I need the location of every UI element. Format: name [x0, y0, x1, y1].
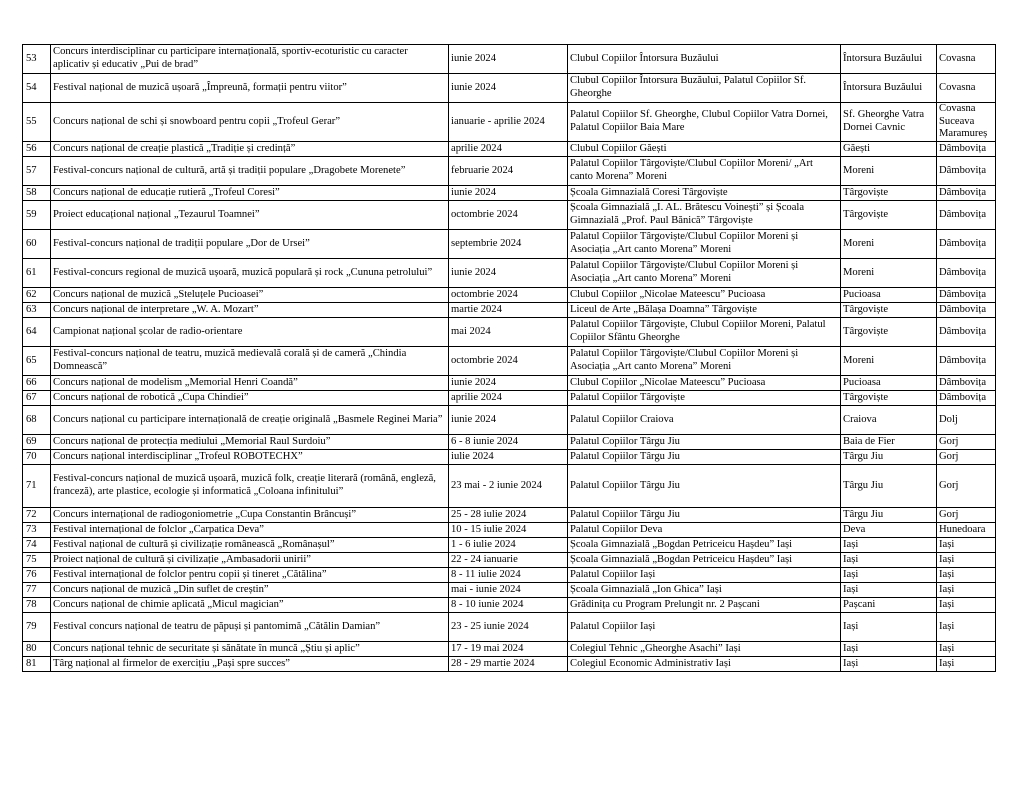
event-organizer: Clubul Copiilor Întorsura Buzăului	[568, 45, 841, 74]
event-organizer: Școala Gimnazială Coresi Târgoviște	[568, 186, 841, 201]
table-row	[23, 74, 996, 103]
row-number: 62	[23, 288, 51, 303]
event-locality: Târgu Jiu	[841, 450, 937, 465]
event-organizer: Clubul Copiilor Întorsura Buzăului, Palatul Copiilor Sf. Gheorghe	[568, 74, 841, 103]
event-name: Proiect educațional național „Tezaurul Toamnei”	[51, 201, 449, 230]
event-period: 8 - 11 iulie 2024	[449, 568, 568, 583]
table-row	[23, 613, 996, 642]
event-locality: Iași	[841, 553, 937, 568]
event-locality: Târgoviște	[841, 318, 937, 347]
table-row	[23, 508, 996, 523]
event-name: Festival național de cultură și civilizație românească „Românașul”	[51, 538, 449, 553]
row-number: 54	[23, 74, 51, 103]
event-locality: Pașcani	[841, 598, 937, 613]
event-name: Festival concurs național de teatru de păpuși și pantomimă „Cătălin Damian”	[51, 613, 449, 642]
event-locality: Baia de Fier	[841, 435, 937, 450]
event-organizer: Școala Gimnazială „Bogdan Petriceicu Hașdeu” Iași	[568, 553, 841, 568]
event-period: octombrie 2024	[449, 201, 568, 230]
table-row	[23, 450, 996, 465]
event-name: Concurs național de chimie aplicată „Micul magician”	[51, 598, 449, 613]
event-county: Covasna Suceava Maramureș	[937, 103, 996, 142]
event-organizer: Palatul Copiilor Târgu Jiu	[568, 450, 841, 465]
event-locality: Târgoviște	[841, 391, 937, 406]
event-period: 25 - 28 iulie 2024	[449, 508, 568, 523]
event-organizer: Palatul Copiilor Târgoviște, Clubul Copiilor Moreni, Palatul Copiilor Sfântu Gheorghe	[568, 318, 841, 347]
row-number: 60	[23, 230, 51, 259]
event-locality: Moreni	[841, 157, 937, 186]
event-county: Dâmbovița	[937, 347, 996, 376]
row-number: 58	[23, 186, 51, 201]
table-row	[23, 201, 996, 230]
table-row	[23, 642, 996, 657]
event-name: Concurs național de creație plastică „Tradiție și credință”	[51, 142, 449, 157]
table-row	[23, 523, 996, 538]
event-locality: Iași	[841, 583, 937, 598]
table-row	[23, 259, 996, 288]
table-row	[23, 406, 996, 435]
event-period: 23 - 25 iunie 2024	[449, 613, 568, 642]
event-organizer: Palatul Copiilor Târgoviște/Clubul Copiilor Moreni și Asociația „Art canto Morena” Moreni	[568, 230, 841, 259]
event-county: Covasna	[937, 74, 996, 103]
event-organizer: Liceul de Arte „Bălașa Doamna” Târgoviște	[568, 303, 841, 318]
table-row	[23, 657, 996, 672]
event-locality: Iași	[841, 657, 937, 672]
event-county: Dâmbovița	[937, 259, 996, 288]
table-row	[23, 186, 996, 201]
table-row	[23, 142, 996, 157]
event-locality: Târgoviște	[841, 201, 937, 230]
event-period: 17 - 19 mai 2024	[449, 642, 568, 657]
event-period: iulie 2024	[449, 450, 568, 465]
row-number: 74	[23, 538, 51, 553]
table-row	[23, 45, 996, 74]
event-locality: Târgu Jiu	[841, 508, 937, 523]
event-name: Festival național de muzică ușoară „Împreună, formații pentru viitor”	[51, 74, 449, 103]
row-number: 61	[23, 259, 51, 288]
event-period: septembrie 2024	[449, 230, 568, 259]
table-row	[23, 583, 996, 598]
event-period: iunie 2024	[449, 259, 568, 288]
event-organizer: Palatul Copiilor Craiova	[568, 406, 841, 435]
event-name: Concurs național de educație rutieră „Trofeul Coresi”	[51, 186, 449, 201]
event-organizer: Clubul Copiilor „Nicolae Mateescu” Pucioasa	[568, 376, 841, 391]
event-county: Dolj	[937, 406, 996, 435]
row-number: 68	[23, 406, 51, 435]
row-number: 72	[23, 508, 51, 523]
event-period: 8 - 10 iunie 2024	[449, 598, 568, 613]
event-name: Concurs național de schi și snowboard pentru copii „Trofeul Gerar”	[51, 103, 449, 142]
event-period: iunie 2024	[449, 74, 568, 103]
event-organizer: Școala Gimnazială „I. AL. Brătescu Voinești” și Școala Gimnazială „Prof. Paul Bănică” Târgoviște	[568, 201, 841, 230]
event-name: Concurs național de interpretare „W. A. Mozart”	[51, 303, 449, 318]
event-name: Campionat național școlar de radio-orientare	[51, 318, 449, 347]
event-locality: Moreni	[841, 259, 937, 288]
event-county: Gorj	[937, 508, 996, 523]
event-county: Covasna	[937, 45, 996, 74]
row-number: 57	[23, 157, 51, 186]
event-period: aprilie 2024	[449, 142, 568, 157]
row-number: 64	[23, 318, 51, 347]
event-name: Concurs național de muzică „Din suflet de creștin”	[51, 583, 449, 598]
event-period: octombrie 2024	[449, 288, 568, 303]
table-row	[23, 538, 996, 553]
row-number: 59	[23, 201, 51, 230]
event-locality: Craiova	[841, 406, 937, 435]
event-locality: Iași	[841, 642, 937, 657]
table-row	[23, 288, 996, 303]
table-row	[23, 553, 996, 568]
event-organizer: Colegiul Tehnic „Gheorghe Asachi” Iași	[568, 642, 841, 657]
table-row	[23, 376, 996, 391]
event-county: Iași	[937, 583, 996, 598]
event-county: Iași	[937, 598, 996, 613]
event-name: Proiect național de cultură și civilizație „Ambasadorii unirii”	[51, 553, 449, 568]
row-number: 80	[23, 642, 51, 657]
event-name: Concurs interdisciplinar cu participare internațională, sportiv-ecoturistic cu caracter aplicativ și educativ „Pui de brad”	[51, 45, 449, 74]
event-period: octombrie 2024	[449, 347, 568, 376]
row-number: 63	[23, 303, 51, 318]
event-period: iunie 2024	[449, 45, 568, 74]
event-organizer: Palatul Copiilor Târgoviște/Clubul Copiilor Moreni și Asociația „Art canto Morena” Moreni	[568, 347, 841, 376]
row-number: 75	[23, 553, 51, 568]
row-number: 81	[23, 657, 51, 672]
table-row	[23, 303, 996, 318]
event-name: Festival-concurs național de teatru, muzică medievală corală și de cameră „Chindia Domnească”	[51, 347, 449, 376]
event-organizer: Palatul Copiilor Iași	[568, 568, 841, 583]
row-number: 65	[23, 347, 51, 376]
event-locality: Târgoviște	[841, 303, 937, 318]
row-number: 79	[23, 613, 51, 642]
row-number: 55	[23, 103, 51, 142]
row-number: 76	[23, 568, 51, 583]
event-period: februarie 2024	[449, 157, 568, 186]
row-number: 66	[23, 376, 51, 391]
table-row	[23, 347, 996, 376]
table-row	[23, 465, 996, 508]
event-locality: Moreni	[841, 347, 937, 376]
event-organizer: Palatul Copiilor Târgoviște/Clubul Copiilor Moreni/ „Art canto Morena” Moreni	[568, 157, 841, 186]
table-row	[23, 230, 996, 259]
event-name: Concurs internațional de radiogoniometrie „Cupa Constantin Brâncuși”	[51, 508, 449, 523]
events-table	[22, 44, 996, 672]
event-period: martie 2024	[449, 303, 568, 318]
event-locality: Întorsura Buzăului	[841, 74, 937, 103]
event-locality: Târgoviște	[841, 186, 937, 201]
event-county: Dâmbovița	[937, 376, 996, 391]
table-row	[23, 435, 996, 450]
row-number: 71	[23, 465, 51, 508]
row-number: 67	[23, 391, 51, 406]
event-county: Iași	[937, 538, 996, 553]
event-locality: Târgu Jiu	[841, 465, 937, 508]
event-county: Iași	[937, 568, 996, 583]
event-organizer: Grădinița cu Program Prelungit nr. 2 Pașcani	[568, 598, 841, 613]
event-period: 6 - 8 iunie 2024	[449, 435, 568, 450]
event-name: Festival-concurs național de tradiții populare „Dor de Ursei”	[51, 230, 449, 259]
event-organizer: Palatul Copiilor Târgu Jiu	[568, 508, 841, 523]
events-table-body	[23, 45, 996, 672]
event-organizer: Clubul Copiilor Găești	[568, 142, 841, 157]
event-locality: Deva	[841, 523, 937, 538]
table-row	[23, 568, 996, 583]
event-period: iunie 2024	[449, 406, 568, 435]
event-name: Festival-concurs regional de muzică ușoară, muzică populară și rock „Cununa petrolului”	[51, 259, 449, 288]
event-period: ianuarie - aprilie 2024	[449, 103, 568, 142]
event-county: Dâmbovița	[937, 230, 996, 259]
event-organizer: Palatul Copiilor Târgoviște	[568, 391, 841, 406]
event-county: Gorj	[937, 435, 996, 450]
event-county: Dâmbovița	[937, 303, 996, 318]
event-county: Dâmbovița	[937, 142, 996, 157]
event-period: mai - iunie 2024	[449, 583, 568, 598]
event-organizer: Palatul Copiilor Sf. Gheorghe, Clubul Copiilor Vatra Dornei, Palatul Copiilor Baia Mare	[568, 103, 841, 142]
row-number: 73	[23, 523, 51, 538]
event-organizer: Clubul Copiilor „Nicolae Mateescu” Pucioasa	[568, 288, 841, 303]
event-organizer: Școala Gimnazială „Bogdan Petriceicu Hașdeu” Iași	[568, 538, 841, 553]
event-organizer: Colegiul Economic Administrativ Iași	[568, 657, 841, 672]
event-county: Dâmbovița	[937, 391, 996, 406]
row-number: 70	[23, 450, 51, 465]
event-name: Concurs național cu participare internațională de creație originală „Basmele Reginei Maria”	[51, 406, 449, 435]
event-period: iunie 2024	[449, 376, 568, 391]
event-locality: Pucioasa	[841, 288, 937, 303]
event-organizer: Palatul Copiilor Târgu Jiu	[568, 435, 841, 450]
event-organizer: Palatul Copiilor Deva	[568, 523, 841, 538]
event-name: Festival internațional de folclor „Carpatica Deva”	[51, 523, 449, 538]
row-number: 78	[23, 598, 51, 613]
event-county: Dâmbovița	[937, 318, 996, 347]
event-county: Dâmbovița	[937, 288, 996, 303]
event-locality: Iași	[841, 538, 937, 553]
event-county: Iași	[937, 657, 996, 672]
table-row	[23, 103, 996, 142]
event-period: 10 - 15 iulie 2024	[449, 523, 568, 538]
event-period: 22 - 24 ianuarie	[449, 553, 568, 568]
event-name: Festival-concurs național de cultură, artă și tradiții populare „Dragobete Morenete”	[51, 157, 449, 186]
event-period: iunie 2024	[449, 186, 568, 201]
row-number: 56	[23, 142, 51, 157]
table-row	[23, 598, 996, 613]
table-row	[23, 391, 996, 406]
event-name: Festival-concurs național de muzică ușoară, muzică folk, creație literară (română, engleză, franceză), arte plastice, ecologie și informatică „Coloana infinitului”	[51, 465, 449, 508]
event-name: Concurs național de modelism „Memorial Henri Coandă”	[51, 376, 449, 391]
event-county: Dâmbovița	[937, 157, 996, 186]
event-county: Hunedoara	[937, 523, 996, 538]
event-period: 28 - 29 martie 2024	[449, 657, 568, 672]
event-county: Iași	[937, 613, 996, 642]
table-row	[23, 157, 996, 186]
row-number: 77	[23, 583, 51, 598]
event-organizer: Palatul Copiilor Târgu Jiu	[568, 465, 841, 508]
table-row	[23, 318, 996, 347]
row-number: 53	[23, 45, 51, 74]
event-organizer: Școala Gimnazială „Ion Ghica” Iași	[568, 583, 841, 598]
event-period: mai 2024	[449, 318, 568, 347]
event-organizer: Palatul Copiilor Iași	[568, 613, 841, 642]
event-county: Iași	[937, 642, 996, 657]
event-county: Iași	[937, 553, 996, 568]
event-county: Gorj	[937, 465, 996, 508]
event-period: 23 mai - 2 iunie 2024	[449, 465, 568, 508]
event-locality: Moreni	[841, 230, 937, 259]
event-name: Festival internațional de folclor pentru copii și tineret „Cătălina”	[51, 568, 449, 583]
event-period: 1 - 6 iulie 2024	[449, 538, 568, 553]
event-county: Dâmbovița	[937, 186, 996, 201]
event-county: Dâmbovița	[937, 201, 996, 230]
row-number: 69	[23, 435, 51, 450]
event-name: Concurs național de muzică „Steluțele Pucioasei”	[51, 288, 449, 303]
event-name: Concurs național interdisciplinar „Trofeul ROBOTECHX”	[51, 450, 449, 465]
event-name: Concurs național tehnic de securitate și sănătate în muncă „Știu și aplic”	[51, 642, 449, 657]
event-locality: Pucioasa	[841, 376, 937, 391]
event-name: Concurs național de protecția mediului „Memorial Raul Surdoiu”	[51, 435, 449, 450]
event-organizer: Palatul Copiilor Târgoviște/Clubul Copiilor Moreni și Asociația „Art canto Morena” Moreni	[568, 259, 841, 288]
event-name: Târg național al firmelor de exercițiu „Pași spre succes”	[51, 657, 449, 672]
event-name: Concurs național de robotică „Cupa Chindiei”	[51, 391, 449, 406]
event-period: aprilie 2024	[449, 391, 568, 406]
event-locality: Iași	[841, 613, 937, 642]
event-locality: Întorsura Buzăului	[841, 45, 937, 74]
event-county: Gorj	[937, 450, 996, 465]
event-locality: Sf. Gheorghe Vatra Dornei Cavnic	[841, 103, 937, 142]
event-locality: Găești	[841, 142, 937, 157]
event-locality: Iași	[841, 568, 937, 583]
